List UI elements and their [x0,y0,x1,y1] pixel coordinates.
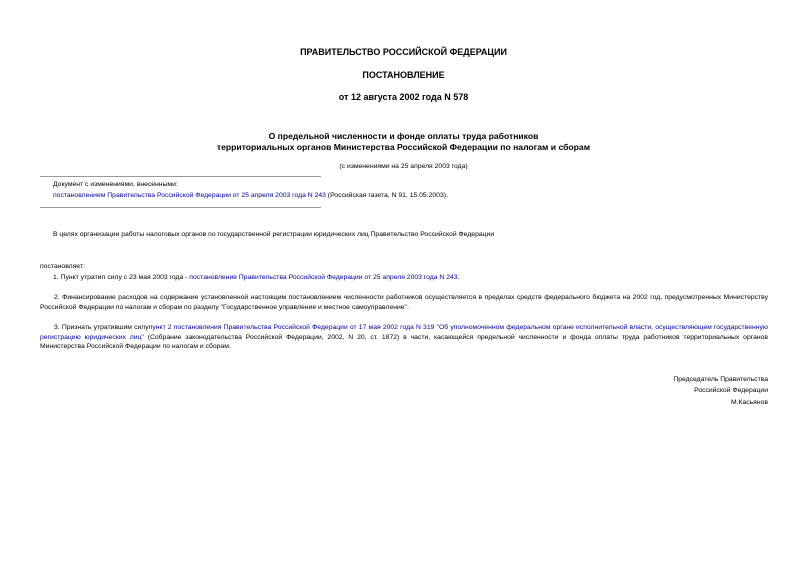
item-1-text: 1. Пункт утратил силу с 23 мая 2003 года - [53,274,190,281]
changes-bottom-rule [40,207,321,208]
item-3 [40,323,768,352]
item-1-link[interactable]: постановление Правительства Российской Федерации от 25 апреля 2003 года N 243 [189,274,458,281]
item-1-end: . [457,274,460,281]
document-date-number: от 12 августа 2002 года N 578 [338,92,469,102]
signature-position: Председатель Правительства [673,376,768,383]
signature-country: Российской Федерации [694,387,768,395]
item-1 [53,273,459,282]
item-3-end: (Собрание законодательства Российской Федерации, 2002, N 20, ст. 1872) в части, касающейся предельной численности и фонда оплаты труда работников территориальных органов Министерства Российской Федерации по налогам и сборам. [40,333,768,351]
signature-block [673,374,768,408]
amendment-note: (с изменениями на 25 апреля 2003 года) [339,163,468,170]
item-3-link[interactable]: пункт 2 постановления Правительства Российской Федерации от 17 мая 2002 года N 319 "Об уполномоченном федеральном органе исполнительной власти, осуществляющем государственную регистрацию юридических лиц" [40,324,768,341]
signature-name: М.Касьянов [730,398,768,406]
changes-line [53,191,448,200]
document-type: ПОСТАНОВЛЕНИЕ [362,70,445,80]
item-2: 2. Финансирование расходов на содержание установленной настоящим постановлением численности работников осуществляется в пределах средств федерального бюджета на 2002 год, предусмотренных Министерству Российской Федерации по налогам и сборам по разделу "Государственное управление и местное самоуправление". [40,294,768,311]
changes-source: (Российская газета, N 91, 15.05.2003). [325,192,448,199]
document-subject-line1: О предельной численности и фонде оплаты труда работников [268,131,539,141]
government-title: ПРАВИТЕЛЬСТВО РОССИЙСКОЙ ФЕДЕРАЦИИ [300,47,507,57]
document-subject-line2: территориальных органов Министерства Российской Федерации по налогам и сборам [216,142,591,152]
resolves-word: постановляет: [40,263,85,270]
item-3-text: 3. Признать утратившим силу [54,324,149,331]
amending-decree-link[interactable]: постановлением Правительства Российской Федерации от 25 апреля 2003 года N 243 [53,192,326,199]
changes-top-rule [40,176,321,177]
changes-intro: Документ с изменениями, внесенными: [53,181,178,188]
preamble: В целях организации работы налоговых органов по государственной регистрации юридических лиц Правительство Российской Федерации [53,231,495,238]
